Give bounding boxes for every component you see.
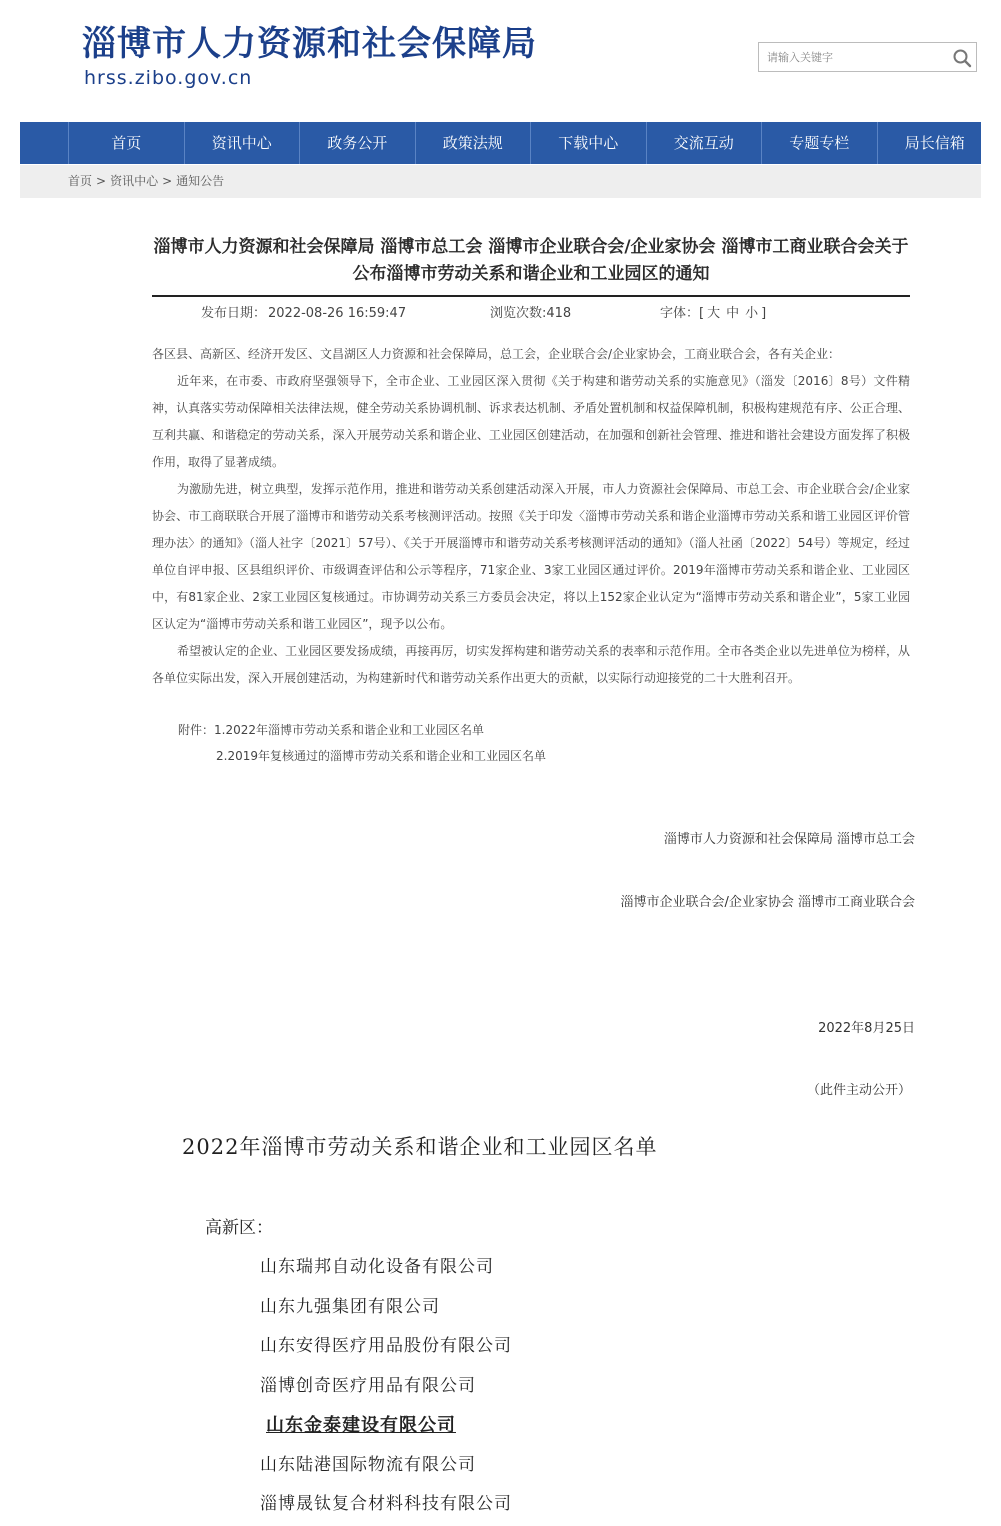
paragraph: 希望被认定的企业、工业园区要发扬成绩，再接再厉，切实发挥构建和谐劳动关系的表率和示范作用。全市各类企业以先进单位为榜样，从各单位实际出发，深入开展创建活动，为构建新时代和谐劳动关系作出更大的贡献，以实际行动迎接党的二十大胜利召开。 — [152, 644, 910, 685]
company-item-highlighted: 山东金泰建设有限公司 — [266, 1415, 456, 1436]
publish-date-value: 2022-08-26 16:59:47 — [268, 306, 407, 321]
attachment-1[interactable]: 附件：1.2022年淄博市劳动关系和谐企业和工业园区名单 — [178, 723, 484, 737]
article-body — [152, 341, 910, 692]
view-count-label: 浏览次数: — [490, 306, 547, 321]
list-title: 2022年淄博市劳动关系和谐企业和工业园区名单 — [182, 1135, 658, 1159]
attachment-2[interactable]: 2.2019年复核通过的淄博市劳动关系和谐企业和工业园区名单 — [216, 749, 546, 763]
breadcrumb-separator: > — [96, 174, 107, 188]
company-item: 淄博晟钛复合材料科技有限公司 — [260, 1494, 512, 1514]
font-large-button[interactable]: 大 — [707, 306, 721, 321]
nav-news-center[interactable]: 资讯中心 — [184, 122, 300, 164]
paragraph: 为激励先进，树立典型，发挥示范作用，推进和谐劳动关系创建活动深入开展，市人力资源社会保障局、市总工会、市企业联合会/企业家协会、市工商联联合开展了淄博市和谐劳动关系考核测评活动。按照《关于印发〈淄博市劳动关系和谐企业淄博市劳动关系和谐工业园区评价管理办法〉的通知》（淄人社字〔2021〕57号）、《关于开展淄博市和谐劳动关系考核测评活动的通知》（淄人社函〔2022〕54号）等规定，经过单位自评申报、区县组织评价、市级调查评估和公示等程序，71家企业、3家工业园区通过评价。2019年淄博市劳动关系和谐企业、工业园区中，有81家企业、2家工业园区复核通过。市协调劳动关系三方委员会决定，将以上152家企业认定为“淄博市劳动关系和谐企业”，5家工业园区认定为“淄博市劳动关系和谐工业园区”，现予以公布。 — [152, 482, 910, 631]
font-small-button[interactable]: 小 — [745, 306, 759, 321]
company-item: 淄博创奇医疗用品有限公司 — [260, 1375, 476, 1396]
paragraph: 近年来，在市委、市政府坚强领导下，全市企业、工业园区深入贯彻《关于构建和谐劳动关系的实施意见》（淄发〔2016〕8号）文件精神，认真落实劳动保障相关法律法规，健全劳动关系协调机制、诉求表达机制、矛盾处置机制和权益保障机制，积极构建规范有序、公正合理、互利共赢、和谐稳定的劳动关系，深入开展劳动关系和谐企业、工业园区创建活动，在加强和创新社会管理、推进和谐社会建设方面发挥了积极作用，取得了显著成绩。 — [152, 374, 910, 469]
company-list — [260, 1248, 512, 1525]
company-item: 山东安得医疗用品股份有限公司 — [260, 1336, 512, 1356]
signature-line-1: 淄博市人力资源和社会保障局 淄博市总工会 — [663, 832, 915, 847]
salutation: 各区县、高新区、经济开发区、文昌湖区人力资源和社会保障局，总工会，企业联合会/企业家协会，工商业联合会，各有关企业： — [152, 347, 841, 361]
breadcrumb-home[interactable]: 首页 — [68, 174, 93, 188]
title-divider — [152, 295, 910, 297]
site-title[interactable]: 淄博市人力资源和社会保障局 — [82, 24, 537, 64]
disclosure-note: （此件主动公开） — [806, 1083, 911, 1098]
issue-date: 2022年8月25日 — [818, 1021, 915, 1036]
breadcrumb-notices[interactable]: 通知公告 — [176, 174, 225, 188]
view-count-value: 418 — [546, 306, 572, 321]
company-item: 山东陆港国际物流有限公司 — [260, 1454, 476, 1475]
font-medium-button[interactable]: 中 — [726, 306, 740, 321]
nav-government-affairs[interactable]: 政务公开 — [299, 122, 415, 164]
nav-home[interactable]: 首页 — [68, 122, 184, 164]
site-url: hrss.zibo.gov.cn — [84, 67, 253, 89]
search-box — [758, 42, 977, 72]
main-nav — [20, 122, 981, 164]
font-size-label: 字体：[ — [660, 306, 705, 321]
company-item: 山东瑞邦自动化设备有限公司 — [260, 1257, 494, 1277]
font-size-end: ] — [761, 306, 767, 321]
nav-interaction[interactable]: 交流互动 — [646, 122, 762, 164]
nav-policies-regulations[interactable]: 政策法规 — [415, 122, 531, 164]
breadcrumb — [20, 165, 981, 198]
breadcrumb-news-center[interactable]: 资讯中心 — [110, 174, 159, 188]
font-size-switcher — [660, 305, 766, 323]
nav-download-center[interactable]: 下载中心 — [530, 122, 646, 164]
search-icon[interactable] — [952, 48, 972, 68]
search-input[interactable] — [759, 43, 949, 71]
publish-date-label: 发布日期： — [201, 306, 267, 321]
district-heading: 高新区： — [205, 1218, 273, 1238]
view-count — [490, 305, 571, 323]
breadcrumb-separator: > — [162, 174, 173, 188]
nav-director-mailbox[interactable]: 局长信箱 — [877, 122, 993, 164]
article-title: 淄博市人力资源和社会保障局 淄博市总工会 淄博市企业联合会/企业家协会 淄博市工商业联合会关于公布淄博市劳动关系和谐企业和工业园区的通知 — [153, 237, 909, 284]
publish-date — [201, 305, 406, 323]
company-item: 山东九强集团有限公司 — [260, 1296, 440, 1317]
nav-special-topics[interactable]: 专题专栏 — [761, 122, 877, 164]
signature-line-2: 淄博市企业联合会/企业家协会 淄博市工商业联合会 — [620, 895, 915, 910]
